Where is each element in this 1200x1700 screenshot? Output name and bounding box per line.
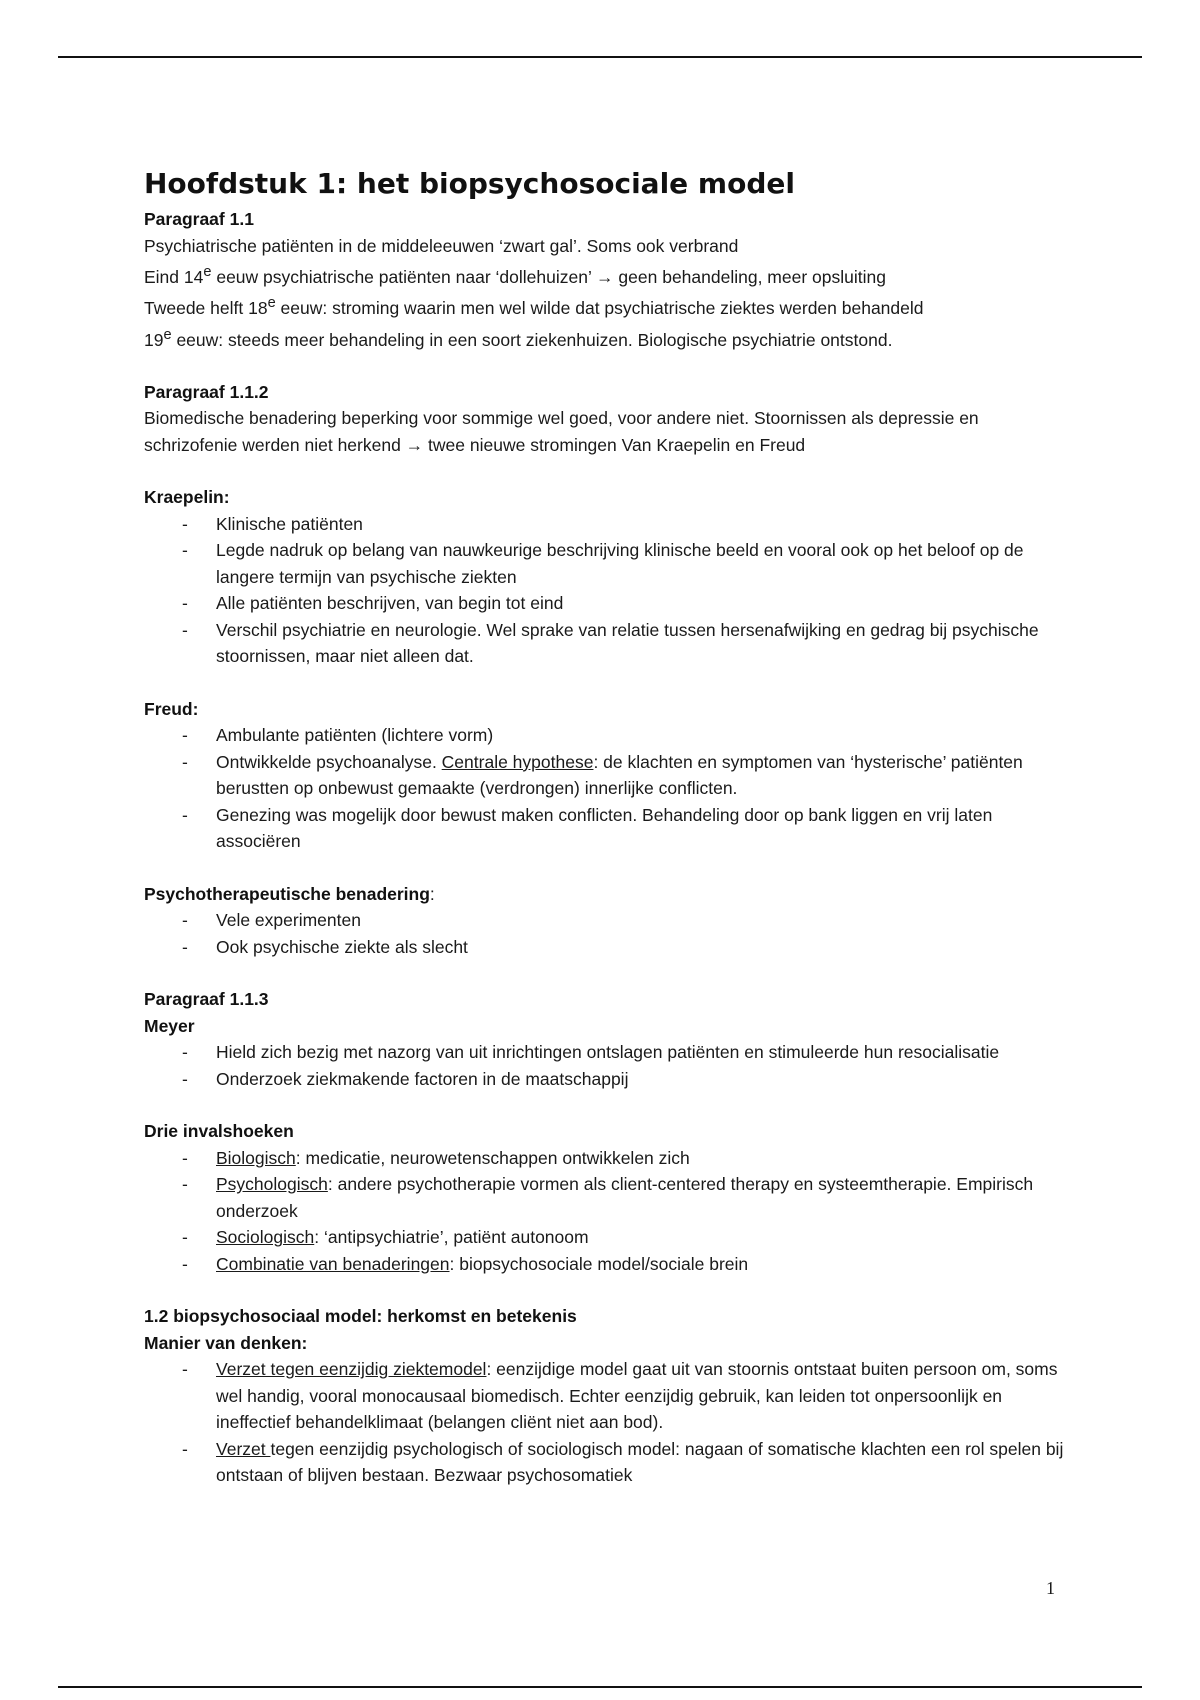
meyer-heading: Meyer [144,1015,195,1036]
paragraph-line: Psychiatrische patiënten in de middeleeuwen ‘zwart gal’. Soms ook verbrand [144,235,739,256]
list-item: - Verzet tegen eenzijdig psychologisch of sociologisch model: nagaan of somatische klachten een rol spelen bij ontstaan of blijven bestaan. Bezwaar psychosomatiek [182,1438,1064,1486]
list-item: - Klinische patiënten [182,513,363,534]
list-item: - Psychologisch: andere psychotherapie vormen als client-centered therapy en systeemtherapie. Empirisch onderzoek [182,1174,1034,1221]
kraepelin-heading: Kraepelin: [144,487,230,508]
section-heading-1-1-3: Paragraaf 1.1.3 [144,989,269,1010]
manier-list [144,1356,1064,1489]
paragraph-line: 19e eeuw: steeds meer behandeling in een soort ziekenhuizen. Biologische psychiatrie ontstond. [144,326,893,350]
footer-rule [58,1686,1142,1688]
list-item: - Combinatie van benaderingen: biopsychosociale model/sociale brein [182,1253,749,1274]
list-item: - Ambulante patiënten (lichtere vorm) [182,725,494,746]
list-item: - Legde nadruk op belang van nauwkeurige beschrijving klinische beeld en vooral ook op het beloof op de langere termijn van psychische ziekten [182,540,1024,587]
list-item: - Hield zich bezig met nazorg van uit inrichtingen ontslagen patiënten en stimuleerde hun resocialisatie [182,1042,1000,1063]
psychotherapy-list [144,907,1064,960]
section-heading-1-2: 1.2 biopsychosociaal model: herkomst en betekenis [144,1306,577,1327]
kraepelin-list [144,511,1064,670]
list-item: - Sociologisch: ‘antipsychiatrie’, patiënt autonoom [182,1227,589,1248]
list-item: - Verschil psychiatrie en neurologie. Wel sprake van relatie tussen hersenafwijking en gedrag bij psychische stoornissen, maar niet alleen dat. [182,619,1039,667]
paragraph-line: Tweede helft 18e eeuw: stroming waarin men wel wilde dat psychiatrische ziektes werden behandeld [144,295,924,319]
freud-heading: Freud: [144,698,199,719]
header-rule [58,56,1142,58]
manier-van-denken-heading: Manier van denken: [144,1332,308,1353]
paragraph-text: Biomedische benadering beperking voor sommige wel goed, voor andere niet. Stoornissen als depressie en schrizofenie werden niet herkend → twee nieuwe stromingen Van Kraepelin en Freud [144,408,979,455]
meyer-list [144,1039,1064,1092]
chapter-title: Hoofdstuk 1: het biopsychosociale model [144,167,795,200]
list-item: - Verzet tegen eenzijdig ziektemodel: eenzijdige model gaat uit van stoornis ontstaat buiten persoon om, soms wel handig, vooral monocausaal biomedisch. Echter eenzijdig gebruik, kan leiden tot onpersoonlijk en ineffectief behandelklimaat (belangen cliënt niet aan bod). [182,1359,1058,1433]
list-item: - Alle patiënten beschrijven, van begin tot eind [182,593,564,614]
page-number: 1 [1046,1578,1055,1598]
list-item: - Ook psychische ziekte als slecht [182,936,468,957]
drie-invalshoeken-heading: Drie invalshoeken [144,1121,294,1142]
list-item: - Biologisch: medicatie, neurowetenschappen ontwikkelen zich [182,1147,690,1168]
freud-list [144,722,1064,855]
list-item: - Genezing was mogelijk door bewust maken conflicten. Behandeling door op bank liggen en vrij laten associëren [182,804,993,852]
psychotherapy-heading: Psychotherapeutische benadering: [144,883,435,904]
document-body [144,164,1064,1489]
paragraph-line: Eind 14e eeuw psychiatrische patiënten naar ‘dollehuizen’ → geen behandeling, meer opsluiting [144,264,886,287]
invalshoeken-list [144,1145,1064,1278]
list-item: - Vele experimenten [182,910,361,931]
list-item: - Onderzoek ziekmakende factoren in de maatschappij [182,1068,629,1089]
list-item: - Ontwikkelde psychoanalyse. Centrale hypothese: de klachten en symptomen van ‘hysterische’ patiënten berustten op onbewust gemaakte (verdrongen) innerlijke conflicten. [182,751,1023,799]
section-heading-1-1-2: Paragraaf 1.1.2 [144,381,269,402]
section-heading-1-1: Paragraaf 1.1 [144,209,254,229]
